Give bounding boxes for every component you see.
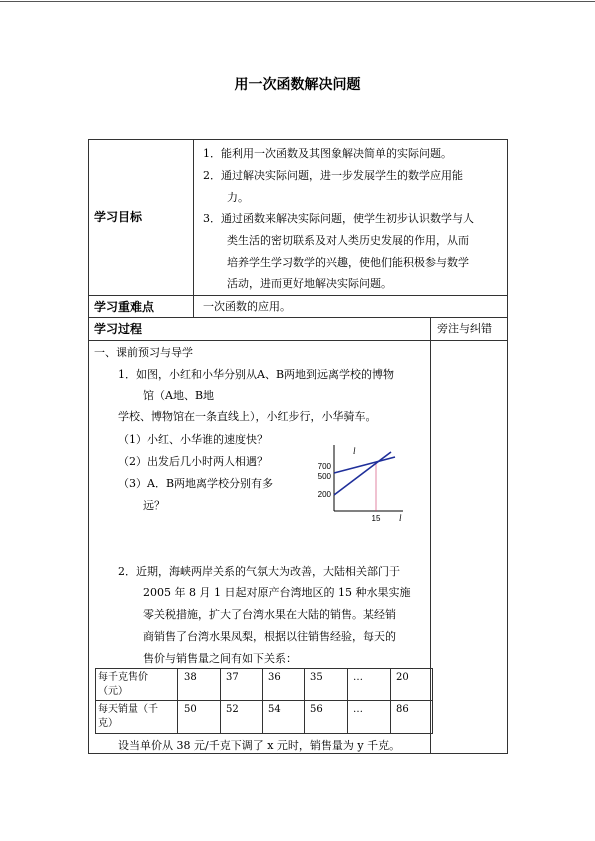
table-cell: …	[353, 672, 363, 683]
table-cell: 37	[226, 672, 239, 683]
price-table-col	[390, 668, 391, 734]
table-cell: 35	[310, 672, 323, 683]
table-cell: 38	[184, 672, 197, 683]
table-cell: 54	[268, 704, 281, 715]
question-line: 馆（A地、B地	[143, 389, 215, 402]
distance-time-chart	[305, 440, 415, 525]
sub-question: （2）出发后几小时两人相遇？	[118, 455, 268, 468]
question-line: 售价与销售量之间有如下关系：	[143, 652, 297, 665]
objectives-label: 学习目标	[94, 210, 143, 224]
question-line: 学校、博物馆在一条直线上），小红步行，小华骑车。	[118, 410, 377, 423]
row-divider-2	[88, 317, 508, 318]
series-line-b	[334, 452, 391, 495]
key-points-text: 一次函数的应用。	[203, 300, 291, 313]
price-table-col	[347, 668, 348, 734]
key-points-label: 学习重难点	[94, 300, 155, 314]
y-tick-label: 200	[317, 490, 331, 499]
objective-line: 3．通过函数来解决实际问题，使学生初步认识数学与人	[203, 212, 474, 225]
objective-line: 1．能利用一次函数及其图象解决简单的实际问题。	[203, 147, 452, 160]
closing-line: 设当单价从 38 元/千克下调了 x 元时，销售量为 y 千克。	[118, 739, 401, 752]
series-line-a	[334, 457, 395, 473]
objective-line: 2．通过解决实际问题，进一步发展学生的数学应用能	[203, 169, 463, 182]
question-line: 2005 年 8 月 1 日起对原产台湾地区的 15 种水果实施	[143, 586, 411, 599]
sub-question: （3）A．B两地离学校分别有多	[118, 477, 274, 490]
price-table-row-divider	[95, 700, 433, 701]
sub-question: 远？	[143, 499, 165, 512]
x-tick-label: 15	[371, 514, 381, 523]
table-header-cell: 每千克售价	[98, 672, 148, 683]
table-cell: …	[353, 704, 363, 715]
top-rule	[0, 1, 595, 2]
question-line: 1．如图，小红和小华分别从A、B两地到远离学校的博物	[118, 368, 395, 381]
table-header-cell: 克）	[98, 718, 118, 729]
side-notes-label: 旁注与纠错	[437, 322, 492, 335]
objective-line: 培养学生学习数学的兴趣，使他们能积极参与数学	[227, 256, 469, 269]
page-title: 用一次函数解决问题	[234, 77, 361, 93]
table-cell: 50	[184, 704, 197, 715]
table-cell: 52	[226, 704, 239, 715]
x-axis-label: l	[399, 513, 402, 523]
row-divider-3	[88, 340, 508, 341]
price-table-col	[304, 668, 305, 734]
table-cell: 86	[396, 704, 409, 715]
objective-line: 活动，进而更好地解决实际问题。	[227, 277, 392, 290]
price-table-col	[220, 668, 221, 734]
table-cell: 36	[268, 672, 281, 683]
objective-line: 力。	[227, 191, 249, 204]
question-line: 商销售了台湾水果凤梨，根据以往销售经验，每天的	[143, 630, 396, 643]
y-tick-label: 700	[317, 462, 331, 471]
price-table-col	[262, 668, 263, 734]
process-label: 学习过程	[94, 322, 143, 336]
objective-line: 类生活的密切联系及对人类历史发展的作用，从而	[227, 234, 469, 247]
table-cell: 56	[310, 704, 323, 715]
price-table-col	[177, 668, 178, 734]
sub-question: （1）小红、小华谁的速度快？	[118, 433, 268, 446]
table-header-cell: 每天销量（千	[98, 704, 158, 715]
table-cell: 20	[396, 672, 409, 683]
question-line: 2．近期，海峡两岸关系的气氛大为改善，大陆相关部门于	[118, 565, 400, 578]
table-header-cell: （元）	[98, 686, 128, 697]
col-divider-left	[193, 139, 194, 318]
question-line: 零关税措施，扩大了台湾水果在大陆的销售。某经销	[143, 608, 396, 621]
y-tick-label: 500	[317, 472, 331, 481]
row-divider-1	[88, 295, 508, 296]
section-heading: 一、课前预习与导学	[94, 346, 193, 359]
y-axis-label: l	[353, 446, 356, 456]
